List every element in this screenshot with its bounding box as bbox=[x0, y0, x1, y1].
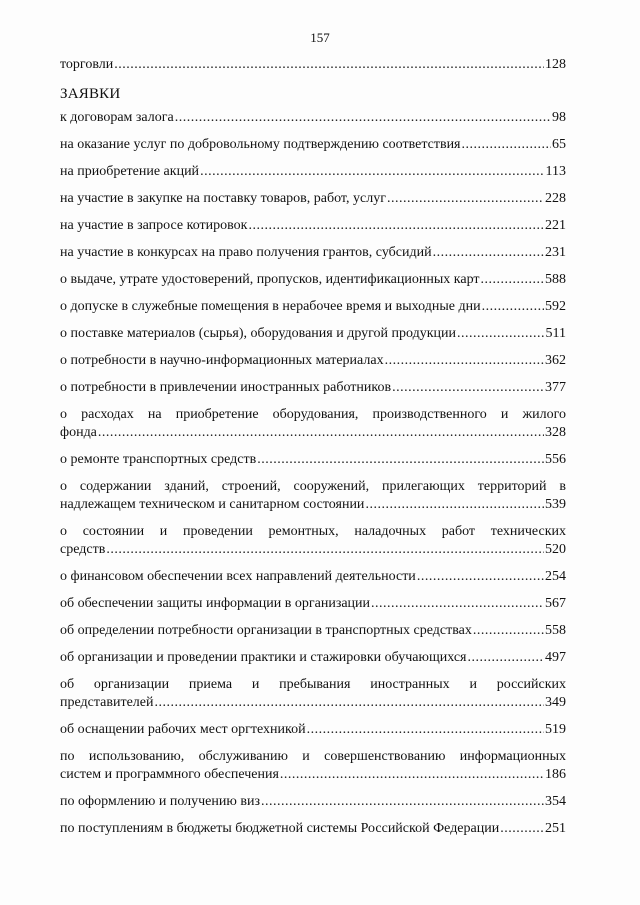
index-entry bbox=[60, 271, 566, 289]
index-entry bbox=[60, 793, 566, 811]
index-entry bbox=[60, 298, 566, 316]
index-entry bbox=[60, 622, 566, 640]
leader-dots bbox=[500, 820, 544, 838]
index-entry bbox=[60, 109, 566, 127]
entry-text: по оформлению и получению виз bbox=[60, 794, 260, 809]
leader-dots bbox=[155, 694, 545, 712]
entry-page: 588 bbox=[545, 272, 566, 287]
entry-text-line2: средств bbox=[60, 542, 106, 557]
entry-text: об обеспечении защиты информации в организации bbox=[60, 596, 371, 611]
entry-text: об определении потребности организации в транспортных средствах bbox=[60, 623, 472, 638]
entry-page: 520 bbox=[545, 542, 566, 557]
index-entry bbox=[60, 721, 566, 739]
entry-text-line2: систем и программного обеспечения bbox=[60, 767, 279, 782]
entry-page: 362 bbox=[545, 353, 566, 368]
entry-page: 539 bbox=[545, 497, 566, 512]
leader-dots bbox=[417, 568, 544, 586]
entry-text-line1: о состоянии и проведении ремонтных, наладочных работ технических bbox=[60, 524, 566, 539]
entry-page: 186 bbox=[545, 767, 566, 782]
entry-text: об организации и проведении практики и стажировки обучающихся bbox=[60, 650, 467, 665]
entry-text: о ремонте транспортных средств bbox=[60, 452, 257, 467]
index-entry bbox=[60, 163, 566, 181]
entry-page: 65 bbox=[552, 137, 566, 152]
entry-page: 228 bbox=[545, 191, 566, 206]
index-entry bbox=[60, 649, 566, 667]
entry-page: 221 bbox=[545, 218, 566, 233]
entry-page: 556 bbox=[545, 452, 566, 467]
entry-text: о поставке материалов (сырья), оборудования и другой продукции bbox=[60, 326, 457, 341]
leader-dots bbox=[98, 424, 544, 442]
entry-page: 377 bbox=[545, 380, 566, 395]
entry-page: 511 bbox=[545, 326, 566, 341]
leader-dots bbox=[257, 451, 544, 469]
leader-dots bbox=[248, 217, 544, 235]
leader-dots bbox=[200, 163, 544, 181]
entry-text-line1: об организации приема и пребывания иностранных и российских bbox=[60, 677, 566, 692]
leader-dots bbox=[457, 325, 544, 343]
entry-page: 497 bbox=[545, 650, 566, 665]
entry-text-line2: фонда bbox=[60, 425, 97, 440]
leader-dots bbox=[106, 541, 544, 559]
index-entry bbox=[60, 244, 566, 262]
entry-page: 251 bbox=[545, 821, 566, 836]
index-entry bbox=[60, 406, 566, 442]
index-list bbox=[60, 56, 566, 847]
index-entry bbox=[60, 379, 566, 397]
index-entry bbox=[60, 478, 566, 514]
leader-dots bbox=[371, 595, 544, 613]
index-entry bbox=[60, 748, 566, 784]
entry-list bbox=[60, 109, 566, 838]
entry-text: о допуске в служебные помещения в нерабочее время и выходные дни bbox=[60, 299, 481, 314]
leader-dots bbox=[392, 379, 544, 397]
leader-dots bbox=[175, 109, 551, 127]
entry-page: 113 bbox=[545, 164, 566, 179]
entry-text: на участие в закупке на поставку товаров, работ, услуг bbox=[60, 191, 386, 206]
page-number: 157 bbox=[310, 30, 330, 45]
entry-text: о финансовом обеспечении всех направлений деятельности bbox=[60, 569, 416, 584]
entry-page: 254 bbox=[545, 569, 566, 584]
leader-dots bbox=[462, 136, 552, 154]
entry-text: о потребности в научно-информационных материалах bbox=[60, 353, 384, 368]
leader-dots bbox=[467, 649, 544, 667]
entry-page: 128 bbox=[545, 57, 566, 72]
leader-dots bbox=[307, 721, 544, 739]
leader-dots bbox=[365, 496, 544, 514]
entry-text: к договорам залога bbox=[60, 110, 174, 125]
leader-dots bbox=[482, 298, 544, 316]
entry-page: 558 bbox=[545, 623, 566, 638]
entry-text: об оснащении рабочих мест оргтехникой bbox=[60, 722, 306, 737]
entry-page: 349 bbox=[545, 695, 566, 710]
entry-text-line1: о содержании зданий, строений, сооружений, прилегающих территорий в bbox=[60, 479, 566, 494]
entry-page: 231 bbox=[545, 245, 566, 260]
entry-text-line1: по использованию, обслуживанию и совершенствованию информационных bbox=[60, 749, 566, 764]
index-entry bbox=[60, 568, 566, 586]
entry-page: 354 bbox=[545, 794, 566, 809]
entry-text: по поступлениям в бюджеты бюджетной системы Российской Федерации bbox=[60, 821, 500, 836]
index-entry bbox=[60, 595, 566, 613]
leader-dots bbox=[473, 622, 544, 640]
entry-text: о потребности в привлечении иностранных работников bbox=[60, 380, 392, 395]
entry-text: на приобретение акций bbox=[60, 164, 200, 179]
entry-page: 592 bbox=[545, 299, 566, 314]
entry-text: торговли bbox=[60, 57, 114, 72]
entry-page: 519 bbox=[545, 722, 566, 737]
index-entry bbox=[60, 523, 566, 559]
leader-dots bbox=[481, 271, 544, 289]
index-entry bbox=[60, 56, 566, 74]
entry-page: 328 bbox=[545, 425, 566, 440]
leader-dots bbox=[387, 190, 544, 208]
entry-text: на оказание услуг по добровольному подтверждению соответствия bbox=[60, 137, 461, 152]
entry-page: 98 bbox=[552, 110, 566, 125]
index-entry bbox=[60, 325, 566, 343]
entry-text: о выдаче, утрате удостоверений, пропусков, идентификационных карт bbox=[60, 272, 480, 287]
entry-text: на участие в конкурсах на право получения грантов, субсидий bbox=[60, 245, 432, 260]
leader-dots bbox=[261, 793, 544, 811]
index-entry bbox=[60, 451, 566, 469]
index-entry bbox=[60, 352, 566, 370]
entry-text-line2: представителей bbox=[60, 695, 154, 710]
index-entry bbox=[60, 820, 566, 838]
leader-dots bbox=[114, 56, 544, 74]
index-entry bbox=[60, 676, 566, 712]
leader-dots bbox=[433, 244, 544, 262]
entry-text-line2: надлежащем техническом и санитарном состоянии bbox=[60, 497, 365, 512]
entry-text-line1: о расходах на приобретение оборудования, производственного и жилого bbox=[60, 407, 566, 422]
leader-dots bbox=[385, 352, 544, 370]
entry-text: на участие в запросе котировок bbox=[60, 218, 248, 233]
section-title: ЗАЯВКИ bbox=[60, 86, 121, 102]
leader-dots bbox=[280, 766, 544, 784]
index-entry bbox=[60, 136, 566, 154]
index-entry bbox=[60, 217, 566, 235]
index-entry bbox=[60, 190, 566, 208]
entry-page: 567 bbox=[545, 596, 566, 611]
